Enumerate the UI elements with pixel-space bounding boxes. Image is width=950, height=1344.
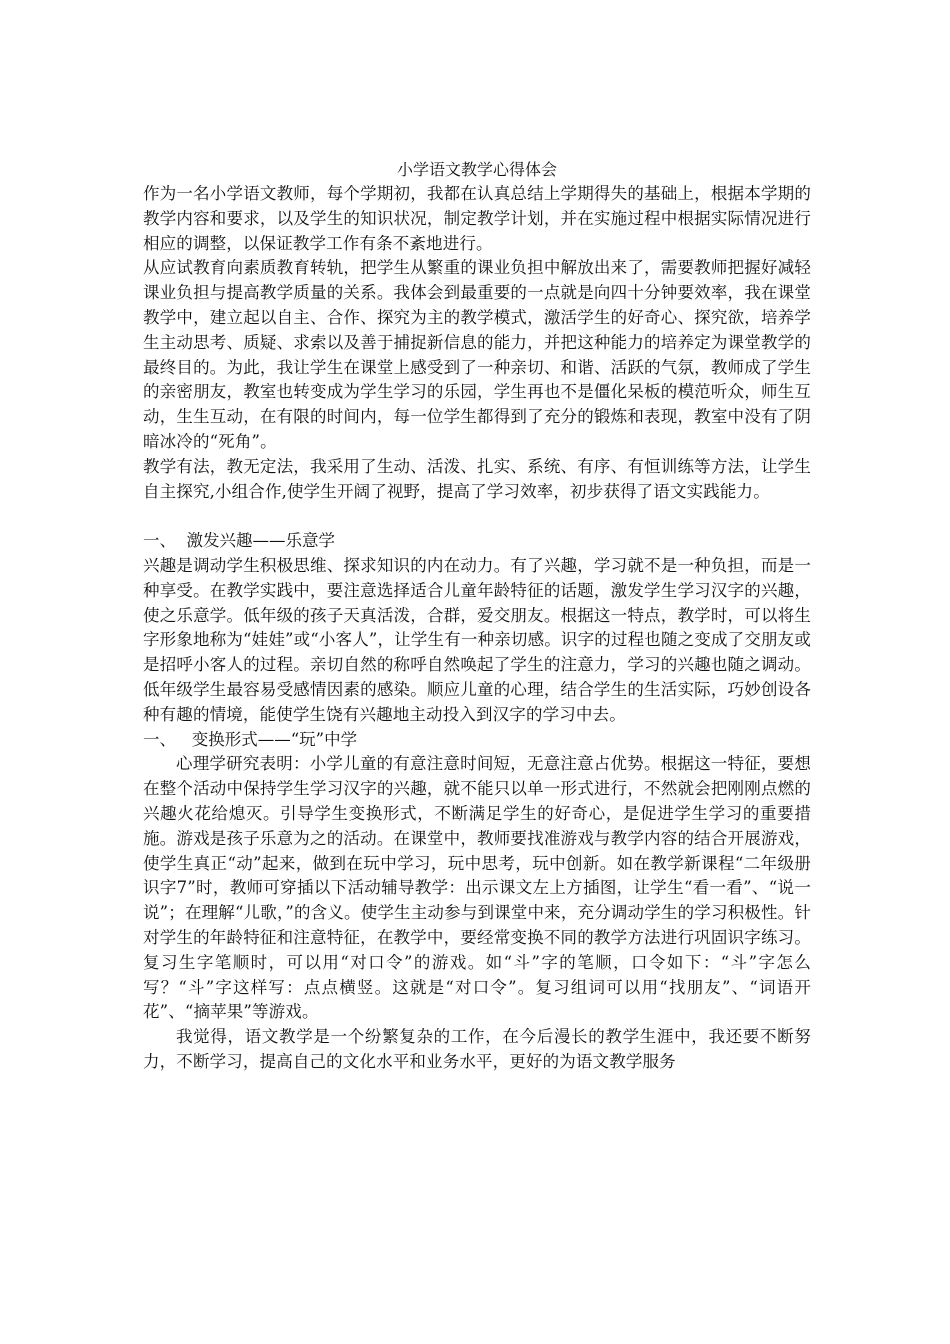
intro-paragraph-2: 从应试教育向素质教育转轨，把学生从繁重的课业负担中解放出来了，需要教师把握好减轻课业负担与提高教学质量的关系。我体会到最重要的一点就是向四十分钟要效率，我在课堂教学中，建立起以自主、合作、探究为主的教学模式，激活学生的好奇心、探究欲，培养学生主动思考、质疑、求索以及善于捕捉新信息的能力，并把这种能力的培养定为课堂教学的最终目的。为此，我让学生在课堂上感受到了一种亲切、和谐、活跃的气氛，教师成了学生的亲密朋友，教室也转变成为学生学习的乐园，学生再也不是僵化呆板的模范听众，师生互动，生生互动，在有限的时间内，每一位学生都得到了充分的锻炼和表现，教室中没有了阴暗冰冷的“死角”。 xyxy=(143,258,811,451)
section-1-paragraph: 兴趣是调动学生积极思维、探求知识的内在动力。有了兴趣，学习就不是一种负担，而是一种享受。在教学实践中，要注意选择适合儿童年龄特征的话题，激发学生学习汉字的兴趣，使之乐意学。低年级的孩子天真活泼，合群，爱交朋友。根据这一特点，教学时，可以将生字形象地称为“娃娃”或“小客人”，让学生有一种亲切感。识字的过程也随之变成了交朋友或是招呼小客人的过程。亲切自然的称呼自然唤起了学生的注意力，学习的兴趣也随之调动。低年级学生最容易受感情因素的感染。顺应儿童的心理，结合学生的生活实际，巧妙创设各种有趣的情境，能使学生饶有兴趣地主动投入到汉字的学习中去。 xyxy=(143,555,811,724)
section-2-heading: 一、 变换形式——“玩”中学 xyxy=(143,729,358,749)
document-title: 小学语文教学心得体会 xyxy=(396,160,557,179)
closing-paragraph: 我觉得，语文教学是一个纷繁复杂的工作，在今后漫长的教学生涯中，我还要不断努力，不断学习，提高自己的文化水平和业务水平，更好的为语文教学服务 xyxy=(143,1027,811,1071)
section-1-heading: 一、 激发兴趣——乐意学 xyxy=(143,531,335,551)
intro-paragraph-3: 教学有法，教无定法，我采用了生动、活泼、扎实、系统、有序、有恒训练等方法，让学生自主探究,小组合作,使学生开阔了视野，提高了学习效率，初步获得了语文实践能力。 xyxy=(143,456,811,501)
intro-paragraph-1: 作为一名小学语文教师，每个学期初，我都在认真总结上学期得失的基础上，根据本学期的教学内容和要求，以及学生的知识状况，制定教学计划，并在实施过程中根据实际情况进行相应的调整，以保证教学工作有条不紊地进行。 xyxy=(143,184,811,253)
document-page xyxy=(143,158,811,1075)
section-2-paragraph: 心理学研究表明：小学儿童的有意注意时间短，无意注意占优势。根据这一特征，要想在整个活动中保持学生学习汉字的兴趣，就不能只以单一形式进行，不然就会把刚刚点燃的兴趣火花给熄灭。引导学生变换形式，不断满足学生的好奇心，是促进学生学习的重要措施。游戏是孩子乐意为之的活动。在课堂中，教师要找准游戏与教学内容的结合开展游戏，使学生真正“动”起来，做到在玩中学习，玩中思考，玩中创新。如在教学新课程“二年级册识字7”时，教师可穿插以下活动辅导教学：出示课文左上方插图，让学生“看一看”、“说一说”；在理解“儿歌，”的含义。使学生主动参与到课堂中来，充分调动学生的学习积极性。针对学生的年龄特征和注意特征，在教学中，要经常变换不同的教学方法进行巩固识字练习。复习生字笔顺时，可以用“对口令”的游戏。如“斗”字的笔顺，口令如下：“斗”字怎么写？“斗”字这样写：点点横竖。这就是“对口令”。复习组词可以用“找朋友”、“词语开花”、“摘苹果”等游戏。 xyxy=(143,754,811,1022)
blank-line xyxy=(143,504,811,529)
